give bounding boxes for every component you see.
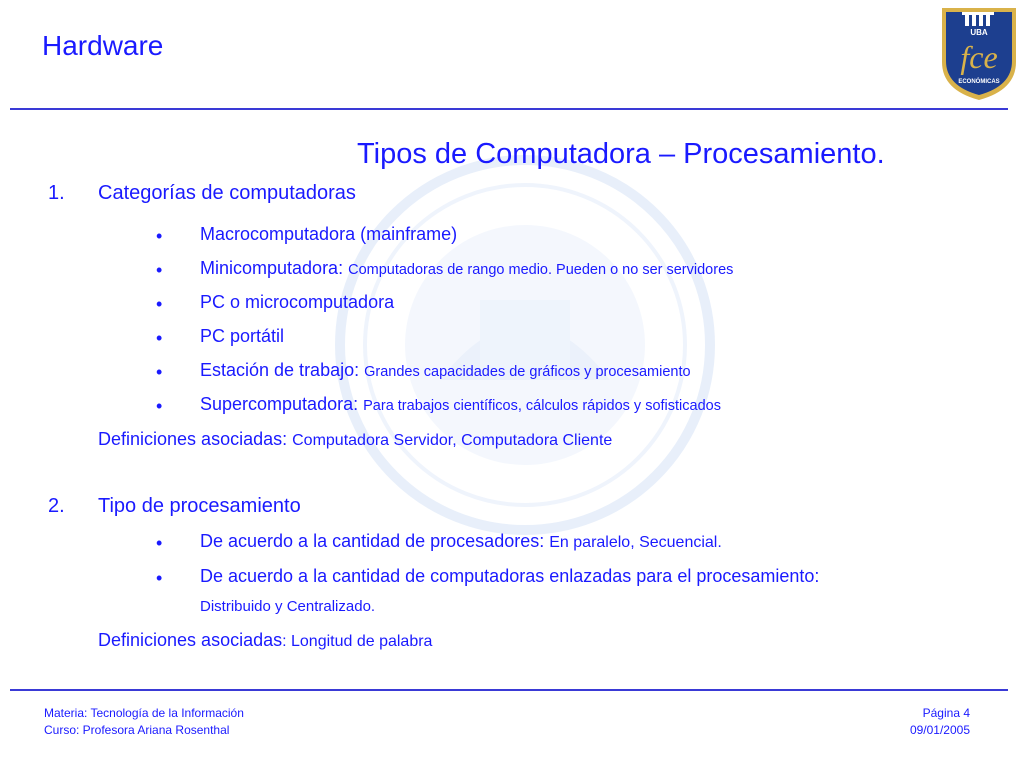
list-item [200, 326, 284, 347]
logo-fce-text: fce [960, 39, 998, 75]
header-title: Hardware [42, 30, 164, 61]
bullet-marker: • [156, 294, 163, 314]
bullet-marker: • [156, 568, 163, 588]
section-1-heading: Categorías de computadoras [98, 182, 356, 204]
logo-uba-text: UBA [970, 28, 988, 37]
bullet-marker: • [156, 260, 163, 280]
list-item-detail: Distribuido y Centralizado. [200, 598, 376, 615]
list-item-main: PC o microcomputadora [200, 292, 395, 312]
bullet-marker: • [156, 396, 163, 416]
list-item [200, 292, 394, 313]
list-item-main: Macrocomputadora (mainframe) [200, 224, 458, 244]
section-2-number: 2. [48, 495, 65, 517]
logo-economicas-text: ECONÓMICAS [958, 79, 1000, 85]
bullet-marker: • [156, 226, 163, 246]
list-item-main: Supercomputadora: [200, 394, 359, 414]
footer-curso: Curso: Profesora Ariana Rosenthal [44, 723, 230, 737]
list-item-detail: En paralelo, Secuencial. [549, 534, 722, 551]
section-2-heading: Tipo de procesamiento [98, 495, 301, 517]
list-item-main: PC portátil [200, 326, 285, 346]
definitions-label: Definiciones asociadas: [98, 429, 288, 449]
fce-uba-logo [938, 4, 1020, 102]
seal-watermark [330, 150, 720, 540]
list-item [200, 394, 721, 415]
definitions-value: Computadora Servidor, Computadora Cliente [292, 432, 613, 449]
list-item [200, 258, 733, 279]
list-item [200, 224, 457, 245]
section-1-definitions [98, 429, 612, 450]
footer-page-number: Página 4 [922, 706, 970, 720]
list-item-main: Minicomputadora: [200, 258, 344, 278]
section-1-number: 1. [48, 182, 65, 204]
list-item-main: De acuerdo a la cantidad de procesadores: [200, 531, 545, 551]
bullet-marker: • [156, 328, 163, 348]
list-item [200, 360, 691, 381]
list-item-detail: Computadoras de rango medio. Pueden o no ser servidores [348, 262, 734, 278]
footer-divider [10, 689, 1008, 691]
list-item [200, 566, 819, 587]
slide-title: Tipos de Computadora – Procesamiento. [357, 138, 885, 170]
bullet-marker: • [156, 533, 163, 553]
footer-date: 09/01/2005 [909, 723, 970, 737]
list-item-main: De acuerdo a la cantidad de computadoras enlazadas para el procesamiento: [200, 566, 820, 586]
definitions-value: : Longitud de palabra [282, 633, 433, 650]
list-item-detail: Grandes capacidades de gráficos y procesamiento [364, 364, 691, 380]
definitions-label: Definiciones asociadas [98, 630, 283, 650]
list-item-main: Estación de trabajo: [200, 360, 360, 380]
list-item-detail: Para trabajos científicos, cálculos rápidos y sofisticados [363, 398, 721, 414]
bullet-marker: • [156, 362, 163, 382]
section-2-definitions [98, 630, 432, 651]
list-item [200, 531, 722, 552]
footer-materia: Materia: Tecnología de la Información [44, 706, 244, 720]
header-divider [10, 108, 1008, 110]
